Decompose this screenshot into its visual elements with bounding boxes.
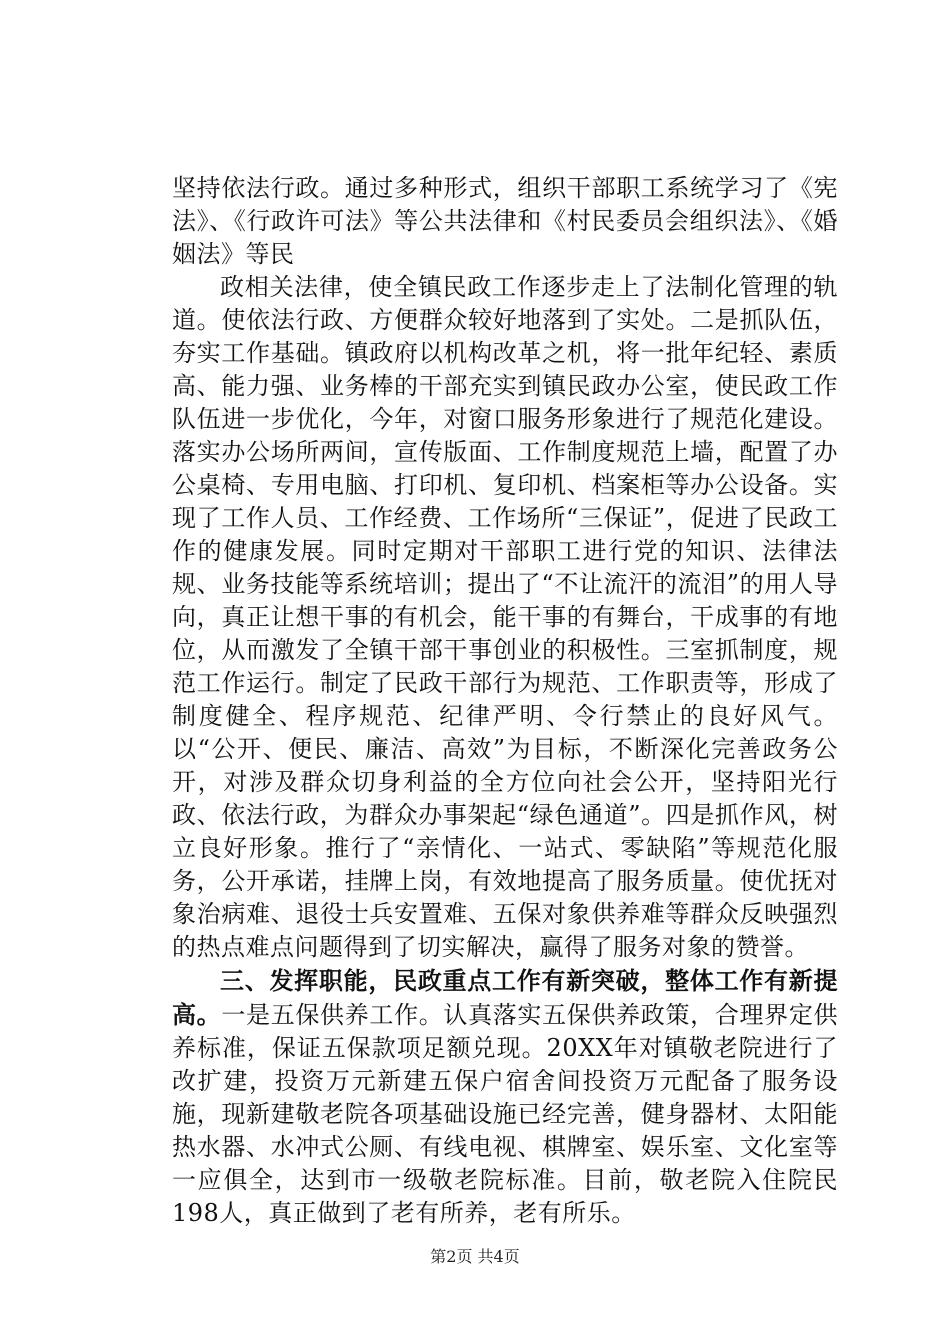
section-heading: 三、发挥职能，民政重点工作有新突破，整体工作有新提高。 <box>172 966 838 1029</box>
paragraph-3-text: 一是五保供养工作。认真落实五保供养政策，合理界定供养标准，保证五保款项足额兑现。20XX年对镇敬老院进行了改扩建，投资万元新建五保户宿舍间投资万元配备了服务设施，现新建敬老院各项基础设施已经完善，健身器材、太阳能热水器、水冲式公厕、有线电视、棋牌室、娱乐室、文化室等一应俱全，达到市一级敬老院标准。目前，敬老院入住院民198人，真正做到了老有所养，老有所乐。 <box>172 1001 839 1227</box>
paragraph-2 <box>172 271 838 964</box>
paragraph-3 <box>172 964 838 1230</box>
paragraph-2-text: 政相关法律，使全镇民政工作逐步走上了法制化管理的轨道。使依法行政、方便群众较好地落到了实处。二是抓队伍，夯实工作基础。镇政府以机构改革之机，将一批年纪轻、素质高、能力强、业务棒的干部充实到镇民政办公室，使民政工作队伍进一步优化，今年，对窗口服务形象进行了规范化建设。落实办公场所两间，宣传版面、工作制度规范上墙，配置了办公桌椅、专用电脑、打印机、复印机、档案柜等办公设备。实现了工作人员、工作经费、工作场所“三保证”，促进了民政工作的健康发展。同时定期对干部职工进行党的知识、法律法规、业务技能等系统培训；提出了“不让流汗的流泪”的用人导向，真正让想干事的有机会，能干事的有舞台，干成事的有地位，从而激发了全镇干部干事创业的积极性。三室抓制度，规范工作运行。制定了民政干部行为规范、工作职责等，形成了制度健全、程序规范、纪律严明、令行禁止的良好风气。以“公开、便民、廉洁、高效”为目标，不断深化完善政务公开，对涉及群众切身利益的全方位向社会公开，坚持阳光行政、依法行政，为群众办事架起“绿色通道”。四是抓作风，树立良好形象。推行了“亲情化、一站式、零缺陷”等规范化服务，公开承诺，挂牌上岗，有效地提高了服务质量。使优抚对象治病难、退役士兵安置难、五保对象供养难等群众反映强烈的热点难点问题得到了切实解决，赢得了服务对象的赞誉。 <box>172 273 838 961</box>
paragraph-1-text: 坚持依法行政。通过多种形式，组织干部职工系统学习了《宪法》、《行政许可法》等公共法律和《村民委员会组织法》、《婚姻法》等民 <box>172 174 838 268</box>
page-footer <box>0 1244 950 1267</box>
document-body <box>172 172 838 1230</box>
page-number-label: 第2页 共4页 <box>430 1247 520 1266</box>
paragraph-1 <box>172 172 838 271</box>
